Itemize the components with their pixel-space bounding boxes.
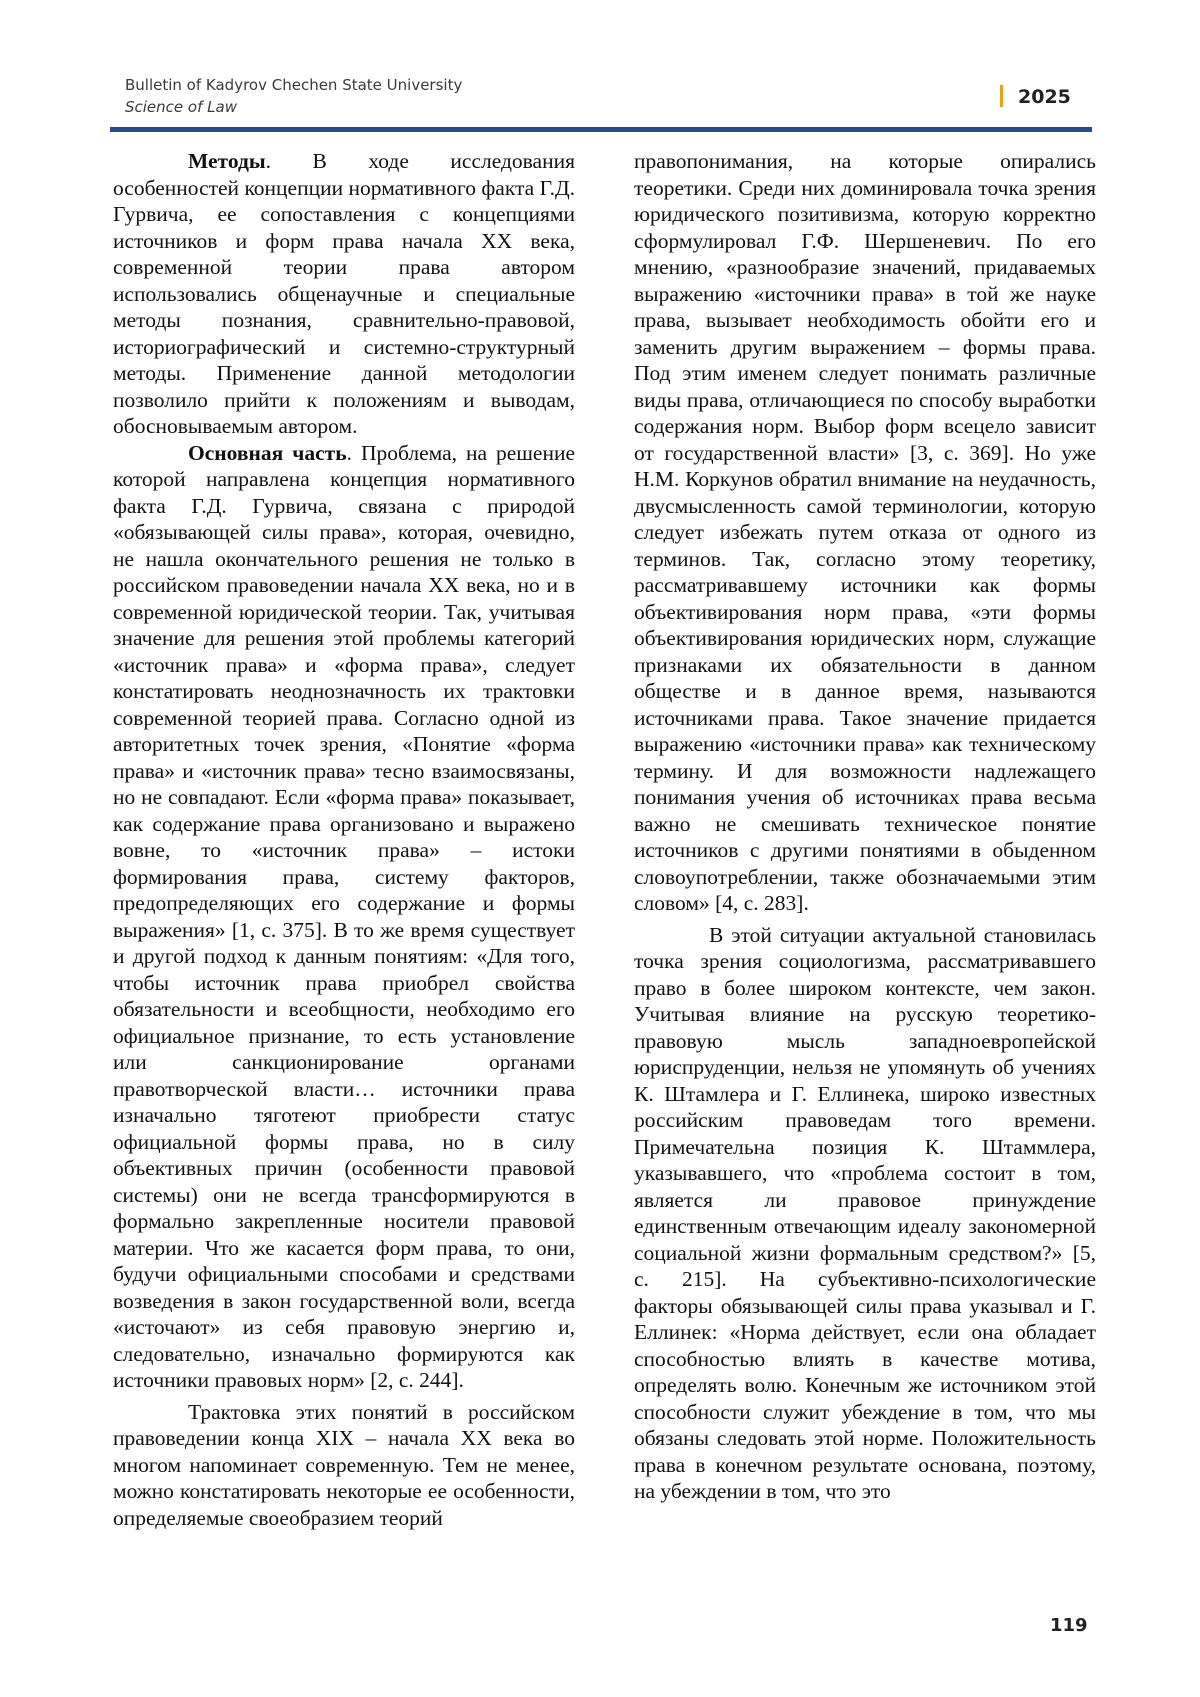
methods-paragraph xyxy=(113,148,575,440)
interpretation-paragraph: Трактовка этих понятий в российском правоведении конца XIX – начала XX века во многом напоминает современную. Тем не менее, можно констатировать некоторые ее особенности, определяемые своеобразием теорий xyxy=(113,1399,575,1532)
legal-understanding-paragraph: правопонимания, на которые опирались теоретики. Среди них доминировала точка зрения юридического позитивизма, которую корректно сформулировал Г.Ф. Шершеневич. По его мнению, «разнообразие значений, придаваемых выражению «источники права» в той же науке права, вызывает необходимость обойти его и заменить другим выражением – формы права. Под этим именем следует понимать различные виды права, отличающиеся по способу выработки содержания норм. Выбор форм всецело зависит от государственной власти» [3, с. 369]. Но уже Н.М. Коркунов обратил внимание на неудачность, двусмысленность самой терминологии, которую следует избежать путем отказа от одного из терминов. Так, согласно этому теоретику, рассматривавшему источники как формы объективирования норм права, «эти формы объективирования юридических норм, служащие признаками их обязательности в данном обществе и в данное время, называются источниками права. Такое значение придается выражению «источники права» как техническому термину. И для возможности надлежащего понимания учения об источниках права весьма важно не смешивать техническое понятие источников с другими понятиями в обыденном словоупотреблении, также обозначаемыми этим словом» [4, с. 283]. xyxy=(634,148,1096,917)
right-column xyxy=(634,148,1096,1505)
page-number: 119 xyxy=(1050,1615,1088,1636)
left-column xyxy=(113,148,575,1531)
issue-year xyxy=(1000,84,1071,110)
journal-section: Science of Law xyxy=(125,96,462,118)
issue-year-text: 2025 xyxy=(1018,84,1071,110)
main-part-text: . Проблема, на решение которой направлена концепция нормативного факта Г.Д. Гурвича, связана с природой «обязывающей силы права», которая, очевидно, не нашла окончательного решения не только в российском правоведении начала XX века, но и в современной юридической теории. Так, учитывая значение для решения этой проблемы категорий «источник права» и «форма права», следует констатировать неоднозначность их трактовки современной теорией права. Согласно одной из авторитетных точек зрения, «Понятие «форма права» и «источник права» тесно взаимосвязаны, но не совпадают. Если «форма права» показывает, как содержание права организовано и выражено вовне, то «источник права» – истоки формирования права, систему факторов, предопределяющих его содержание и формы выражения» [1, с. 375]. В то же время существует и другой подход к данным понятиям: «Для того, чтобы источник права приобрел свойства обязательности и всеобщности, необходимо его официальное признание, то есть установление или санкционирование органами правотворческой власти… источники права изначально тяготеют приобрести статус официальной формы права, но в силу объективных причин (особенности правовой системы) они не всегда трансформируются в формально закрепленные носители правовой материи. Что же касается форм права, то они, будучи официальными способами и средствами возведения в закон государственной воли, всегда «источают» из себя правовую энергию и, следовательно, изначально формируются как источники правовых норм» [2, с. 244]. xyxy=(113,441,575,1393)
main-part-heading: Основная часть xyxy=(188,441,347,465)
journal-title: Bulletin of Kadyrov Chechen State University xyxy=(125,74,462,96)
journal-header xyxy=(125,74,462,118)
methods-text: . В ходе исследования особенностей концепции нормативного факта Г.Д. Гурвича, ее сопоставления с концепциями источников и форм права начала XX века, современной теории права автором использовались общенаучные и специальные методы познания, сравнительно-правовой, историографический и системно-структурный методы. Применение данной методологии позволило прийти к положениям и выводам, обосновываемым автором. xyxy=(113,149,575,438)
sociologism-paragraph: В этой ситуации актуальной становилась точка зрения социологизма, рассматривавшего право в более широком контексте, чем закон. Учитывая влияние на русскую теоретико-правовую мысль западноевропейской юриспруденции, нельзя не упомянуть об учениях К. Штамлера и Г. Еллинека, широко известных российским правоведам того времени. Примечательна позиция К. Штаммлера, указывавшего, что «проблема состоит в том, является ли правовое принуждение единственным отвечающим идеалу закономерной социальной жизни формальным средством?» [5, с. 215]. На субъективно-психологические факторы обязывающей силы права указывал и Г. Еллинек: «Норма действует, если она обладает способностью влиять в качестве мотива, определять волю. Конечным же источником этой способности служит убеждение в том, что мы обязаны следовать этой норме. Положительность права в конечном результате основана, поэтому, на убеждении в том, что это xyxy=(634,922,1096,1505)
header-divider xyxy=(110,127,1092,132)
main-part-paragraph xyxy=(113,440,575,1394)
methods-heading: Методы xyxy=(188,149,266,173)
